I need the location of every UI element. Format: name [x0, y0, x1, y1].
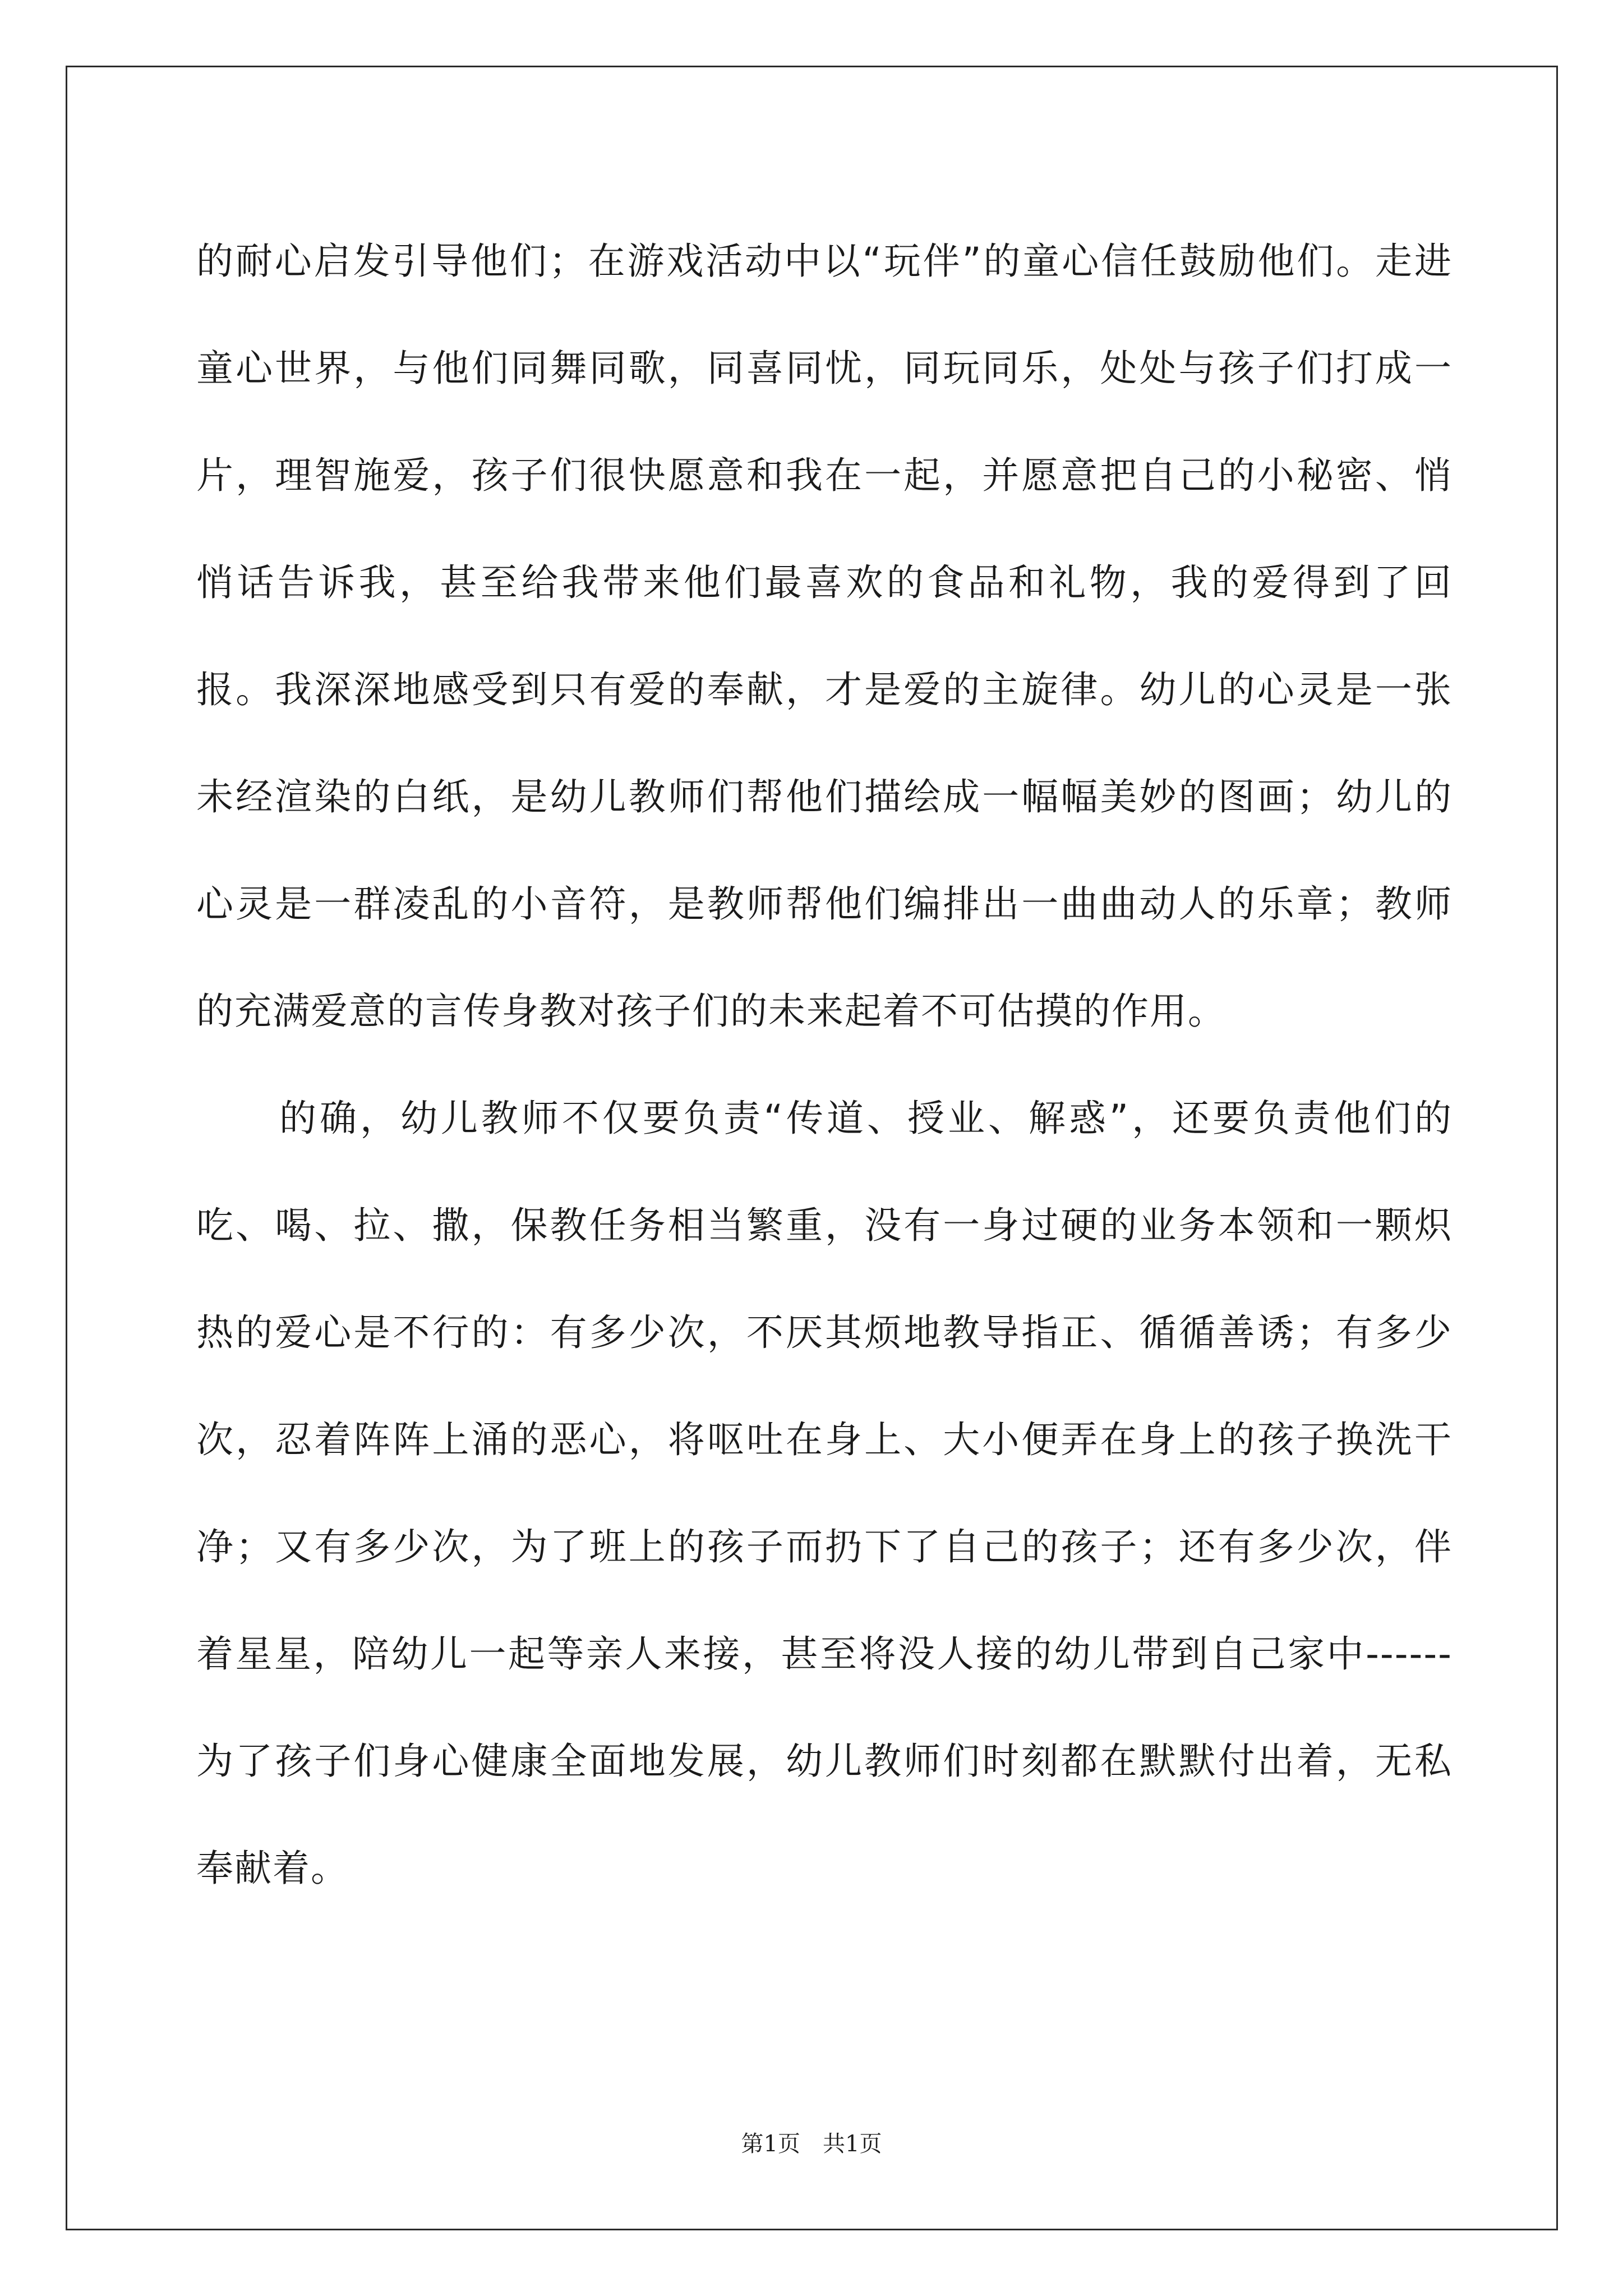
- page-footer: 第1页 共1页: [741, 2131, 882, 2157]
- paragraph-continuation: 的耐心启发引导他们；在游戏活动中以“玩伴”的童心信任鼓励他们。走进童心世界，与他们同舞同歌，同喜同忧，同玩同乐，处处与孩子们打成一片，理智施爱，孩子们很快愿意和我在一起，并愿意把自己的小秘密、悄悄话告诉我，甚至给我带来他们最喜欢的食品和礼物，我的爱得到了回报。我深深地感受到只有爱的奉献，才是爱的主旋律。幼儿的心灵是一张未经渲染的白纸，是幼儿教师们帮他们描绘成一幅幅美妙的图画；幼儿的心灵是一群凌乱的小音符，是教师帮他们编排出一曲曲动人的乐章；教师的充满爱意的言传身教对孩子们的未来起着不可估摸的作用。: [196, 240, 1453, 1033]
- document-body: [196, 208, 1453, 1922]
- paragraph-teacher-duties: 的确，幼儿教师不仅要负责“传道、授业、解惑”，还要负责他们的吃、喝、拉、撒，保教任务相当繁重，没有一身过硬的业务本领和一颗炽热的爱心是不行的：有多少次，不厌其烦地教导指正、循循善诱；有多少次，忍着阵阵上涌的恶心，将呕吐在身上、大小便弄在身上的孩子换洗干净；又有多少次，为了班上的孩子而扔下了自己的孩子；还有多少次，伴着星星，陪幼儿一起等亲人来接，甚至将没人接的幼儿带到自己家中------为了孩子们身心健康全面地发展，幼儿教师们时刻都在默默付出着，无私奉献着。: [196, 1097, 1453, 1890]
